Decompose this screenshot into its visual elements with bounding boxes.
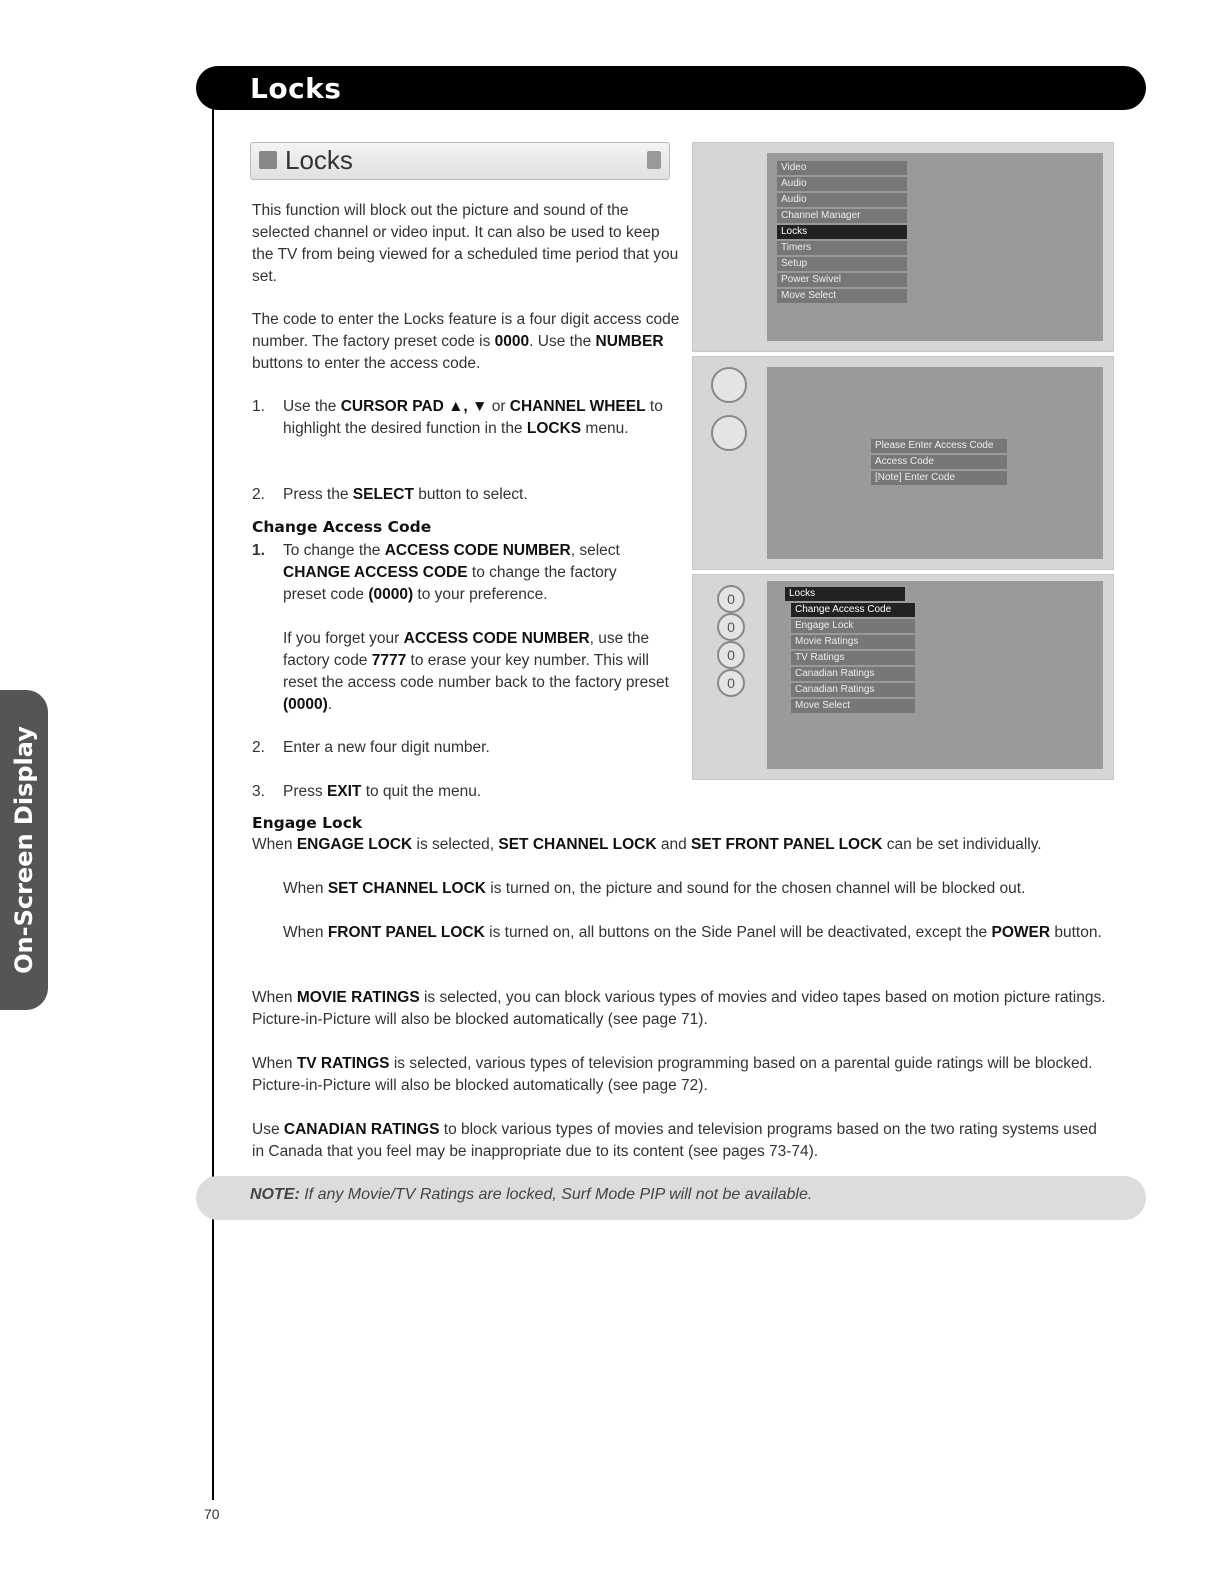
menu-item-highlighted: Change Access Code bbox=[791, 603, 915, 617]
menu-item: Setup bbox=[777, 257, 907, 271]
step-number: 3. bbox=[252, 783, 265, 800]
menu-footer: Move Select bbox=[777, 289, 907, 303]
menu-item: Canadian Ratings bbox=[791, 683, 915, 697]
step-1: Use the CURSOR PAD ▲, ▼ or CHANNEL WHEEL to highlight the desired function in the LOCKS menu. bbox=[283, 398, 663, 437]
screen-locks-menu bbox=[692, 574, 1114, 780]
menu-item: Engage Lock bbox=[791, 619, 915, 633]
side-tab-label: On-Screen Display bbox=[10, 726, 38, 974]
engage-lock-paragraph: When ENGAGE LOCK is selected, SET CHANNEL LOCK and SET FRONT PANEL LOCK can be set individually. bbox=[252, 836, 1042, 853]
canadian-ratings-paragraph: Use CANADIAN RATINGS to block various types of movies and television programs based on the two rating systems used in Canada that you feel may be inappropriate due to its content (see pages 73-74). bbox=[252, 1121, 1097, 1160]
change-code-step-3: Press EXIT to quit the menu. bbox=[283, 783, 482, 800]
prompt-line: Please Enter Access Code bbox=[871, 439, 1007, 453]
digit-button: 0 bbox=[717, 585, 745, 613]
note-text: NOTE: If any Movie/TV Ratings are locked, Surf Mode PIP will not be available. bbox=[250, 1186, 813, 1203]
menu-footer: Move Select bbox=[791, 699, 915, 713]
front-panel-lock-paragraph: When FRONT PANEL LOCK is turned on, all buttons on the Side Panel will be deactivated, except the POWER button. bbox=[283, 924, 1102, 941]
section-title: Locks bbox=[285, 145, 353, 175]
remote-select-icon bbox=[711, 415, 747, 451]
menu-title: Locks bbox=[785, 587, 905, 601]
digit-button: 0 bbox=[717, 613, 745, 641]
prompt-line: [Note] Enter Code bbox=[871, 471, 1007, 485]
screen-access-code bbox=[692, 356, 1114, 570]
menu-item: Power Swivel bbox=[777, 273, 907, 287]
menu-item: Canadian Ratings bbox=[791, 667, 915, 681]
remote-button-icon bbox=[711, 367, 747, 403]
lock-icon bbox=[647, 151, 661, 169]
menu-item: Audio bbox=[777, 177, 907, 191]
prompt-line: Access Code bbox=[871, 455, 1007, 469]
digit-button: 0 bbox=[717, 669, 745, 697]
step-number: 1. bbox=[252, 542, 265, 559]
screen-main-menu bbox=[692, 142, 1114, 352]
section-heading bbox=[250, 142, 670, 180]
change-access-code-heading: Change Access Code bbox=[252, 518, 432, 536]
menu-item: Channel Manager bbox=[777, 209, 907, 223]
lock-icon bbox=[259, 151, 277, 169]
forget-code-paragraph: If you forget your ACCESS CODE NUMBER, use the factory code 7777 to erase your key number. This will reset the access code number back to the factory preset (0000). bbox=[283, 630, 669, 713]
margin-rule bbox=[212, 108, 214, 1500]
intro-paragraph-code: The code to enter the Locks feature is a four digit access code number. The factory preset code is 0000. Use the NUMBER buttons to enter the access code. bbox=[252, 311, 680, 372]
menu-item: Timers bbox=[777, 241, 907, 255]
step-2: Press the SELECT button to select. bbox=[283, 486, 528, 503]
menu-item: Video bbox=[777, 161, 907, 175]
page-title: Locks bbox=[250, 72, 342, 105]
intro-paragraph: This function will block out the picture and sound of the selected channel or video input. It can also be used to keep the TV from being viewed for a scheduled time period that you set. bbox=[252, 202, 679, 285]
menu-item-highlighted: Locks bbox=[777, 225, 907, 239]
change-code-step-1: To change the ACCESS CODE NUMBER, select CHANGE ACCESS CODE to change the factory preset code (0000) to your preference. bbox=[283, 542, 620, 603]
step-number: 2. bbox=[252, 739, 265, 756]
page-number: 70 bbox=[204, 1506, 220, 1522]
movie-ratings-paragraph: When MOVIE RATINGS is selected, you can block various types of movies and video tapes based on motion picture ratings. Picture-in-Picture will also be blocked automatically (see page 71). bbox=[252, 989, 1106, 1028]
change-code-step-2: Enter a new four digit number. bbox=[283, 739, 490, 756]
menu-item: TV Ratings bbox=[791, 651, 915, 665]
menu-item: Audio bbox=[777, 193, 907, 207]
step-number: 2. bbox=[252, 486, 265, 503]
channel-lock-paragraph: When SET CHANNEL LOCK is turned on, the picture and sound for the chosen channel will be blocked out. bbox=[283, 880, 1026, 897]
digit-button: 0 bbox=[717, 641, 745, 669]
tv-ratings-paragraph: When TV RATINGS is selected, various types of television programming based on a parental guide ratings will be blocked. Picture-in-Picture will also be blocked automatically (see page 72). bbox=[252, 1055, 1093, 1094]
step-number: 1. bbox=[252, 398, 265, 415]
menu-item: Movie Ratings bbox=[791, 635, 915, 649]
engage-lock-heading: Engage Lock bbox=[252, 814, 363, 832]
